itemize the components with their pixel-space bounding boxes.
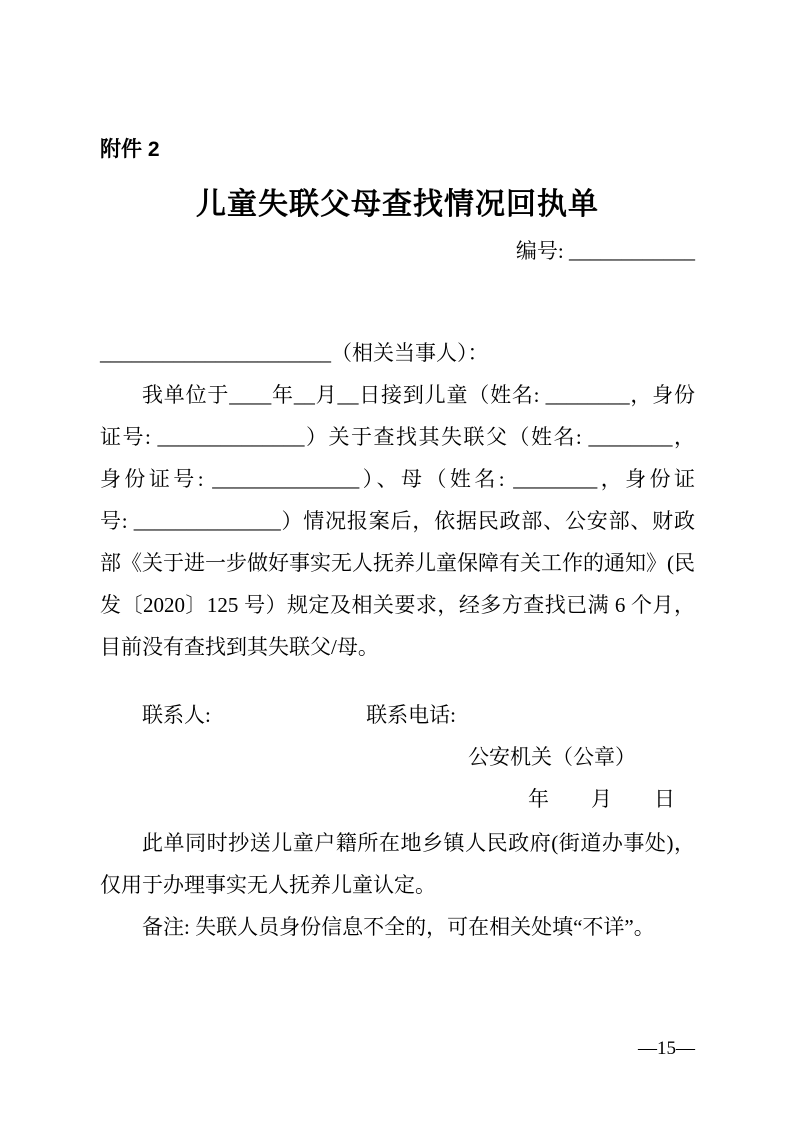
body-line: 目前没有查找到其失联父/母。 bbox=[100, 635, 379, 659]
party-row bbox=[100, 332, 695, 374]
body-paragraph bbox=[100, 374, 695, 668]
cc-note-paragraph bbox=[100, 822, 695, 906]
body-line: 身份证号: ______________）、母（姓名: ________，身份证 bbox=[100, 467, 695, 491]
contact-row bbox=[100, 694, 695, 736]
body-line: 证号: ______________）关于查找其失联父（姓名: ________， bbox=[100, 425, 695, 449]
authority-seal-line: 公安机关（公章） bbox=[468, 745, 636, 769]
attachment-label: 附件 2 bbox=[100, 138, 160, 161]
remark-line: 备注: 失联人员身份信息不全的，可在相关处填“不详”。 bbox=[142, 915, 655, 939]
serial-number-row bbox=[100, 236, 695, 266]
body-line: 我单位于____年__月__日接到儿童（姓名: ________，身份 bbox=[142, 383, 695, 407]
cc-note-line: 仅用于办理事实无人抚养儿童认定。 bbox=[100, 873, 436, 897]
serial-number-blank: ____________ bbox=[569, 239, 695, 263]
body-line: 发〔2020〕125 号）规定及相关要求，经多方查找已满 6 个月， bbox=[100, 593, 695, 617]
cc-note-line: 此单同时抄送儿童户籍所在地乡镇人民政府(街道办事处)， bbox=[142, 831, 695, 855]
form-title: 儿童失联父母查找情况回执单 bbox=[196, 188, 599, 221]
contact-phone-label: 联系电话: bbox=[366, 703, 456, 727]
contact-person-label: 联系人: bbox=[142, 703, 211, 727]
party-name-blank: ______________________ bbox=[100, 341, 331, 365]
party-suffix: （相关当事人）： bbox=[331, 341, 489, 365]
body-line: 号: ______________）情况报案后，依据民政部、公安部、财政 bbox=[100, 509, 695, 533]
serial-number-label: 编号: bbox=[515, 239, 569, 263]
date-line: 年 月 日 bbox=[528, 787, 675, 811]
body-line: 部《关于进一步做好事实无人抚养儿童保障有关工作的通知》(民 bbox=[100, 551, 695, 575]
page-number: —15— bbox=[638, 1038, 695, 1059]
